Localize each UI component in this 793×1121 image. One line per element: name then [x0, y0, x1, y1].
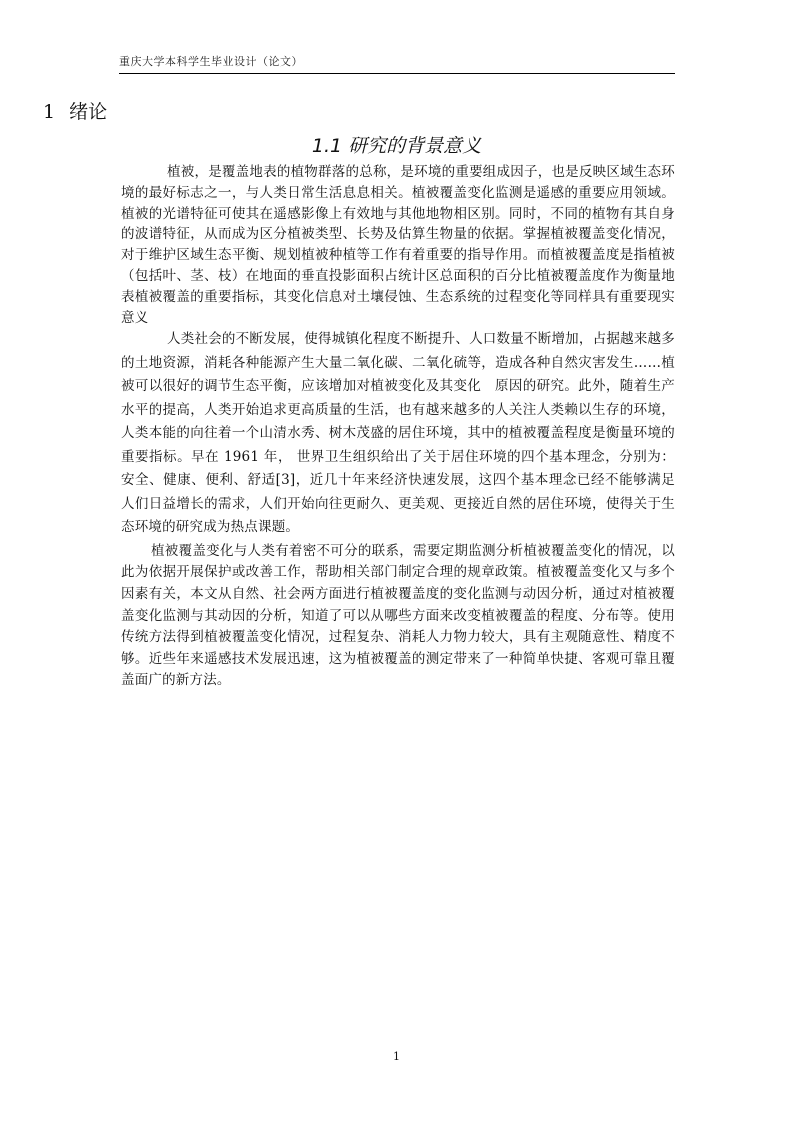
header-title: 重庆大学本科学生毕业设计（论文）: [119, 55, 303, 68]
paragraph-3: 植被覆盖变化与人类有着密不可分的联系，需要定期监测分析植被覆盖变化的情况，以此为依据开展保护或改善工作，帮助相关部门制定合理的规章政策。植被覆盖变化又与多个因素有关，本文从自然、社会两方面进行植被覆盖度的变化监测与动因分析，通过对植被覆盖变化监测与其动因的分析，知道了可以从哪些方面来改变植被覆盖的程度、分布等。使用传统方法得到植被覆盖变化情况，过程复杂、消耗人力物力较大，具有主观随意性、精度不够。近些年来遥感技术发展迅速，这为植被覆盖的测定带来了一种简单快捷、客观可靠且覆盖面广的新方法。: [121, 542, 675, 689]
body-text: [121, 162, 675, 692]
paragraph-2: 人类社会的不断发展，使得城镇化程度不断提升、人口数量不断增加，占据越来越多的土地资源，消耗各种能源产生大量二氧化碳、二氧化硫等，造成各种自然灾害发生……植被可以很好的调节生态平衡，应该增加对植被变化及其变化 原因的研究。此外，随着生产水平的提高，人类开始追求更高质量的生活，也有越来越多的人关注人类赖以生存的环境，人类本能的向往着一个山清水秀、树木茂盛的居住环境，其中的植被覆盖程度是衡量环境的重要指标。早在 1961 年， 世界卫生组织给出了关于居住环境的四个基本理念，分别为：安全、健康、便利、舒适[3]，近几十年来经济快速发展，这四个基本理念已经不能够满足人们日益增长的需求，人们开始向往更耐久、更美观、更接近自然的居住环境，使得关于生态环境的研究成为热点课题。: [121, 331, 675, 536]
section-heading: 1.1 研究的背景意义: [311, 135, 482, 157]
page-header: [119, 55, 675, 74]
paragraph-1: 植被，是覆盖地表的植物群落的总称，是环境的重要组成因子，也是反映区域生态环境的最好标志之一，与人类日常生活息息相关。植被覆盖变化监测是遥感的重要应用领域。植被的光谱特征可使其在遥感影像上有效地与其他地物相区别。同时，不同的植物有其自身的波谱特征，从而成为区分植被类型、长势及估算生物量的依据。掌握植被覆盖变化情况，对于维护区域生态平衡、规划植被种植等工作有着重要的指导作用。而植被覆盖度是指植被（包括叶、茎、枝）在地面的垂直投影面积占统计区总面积的百分比植被覆盖度作为衡量地表植被覆盖的重要指标，其变化信息对土壤侵蚀、生态系统的过程变化等同样具有重要现实意义: [121, 164, 675, 326]
chapter-number: 1: [43, 101, 56, 123]
page-number: 1: [393, 1050, 400, 1063]
chapter-title: 绪论: [69, 101, 108, 123]
chapter-heading: [43, 100, 107, 124]
